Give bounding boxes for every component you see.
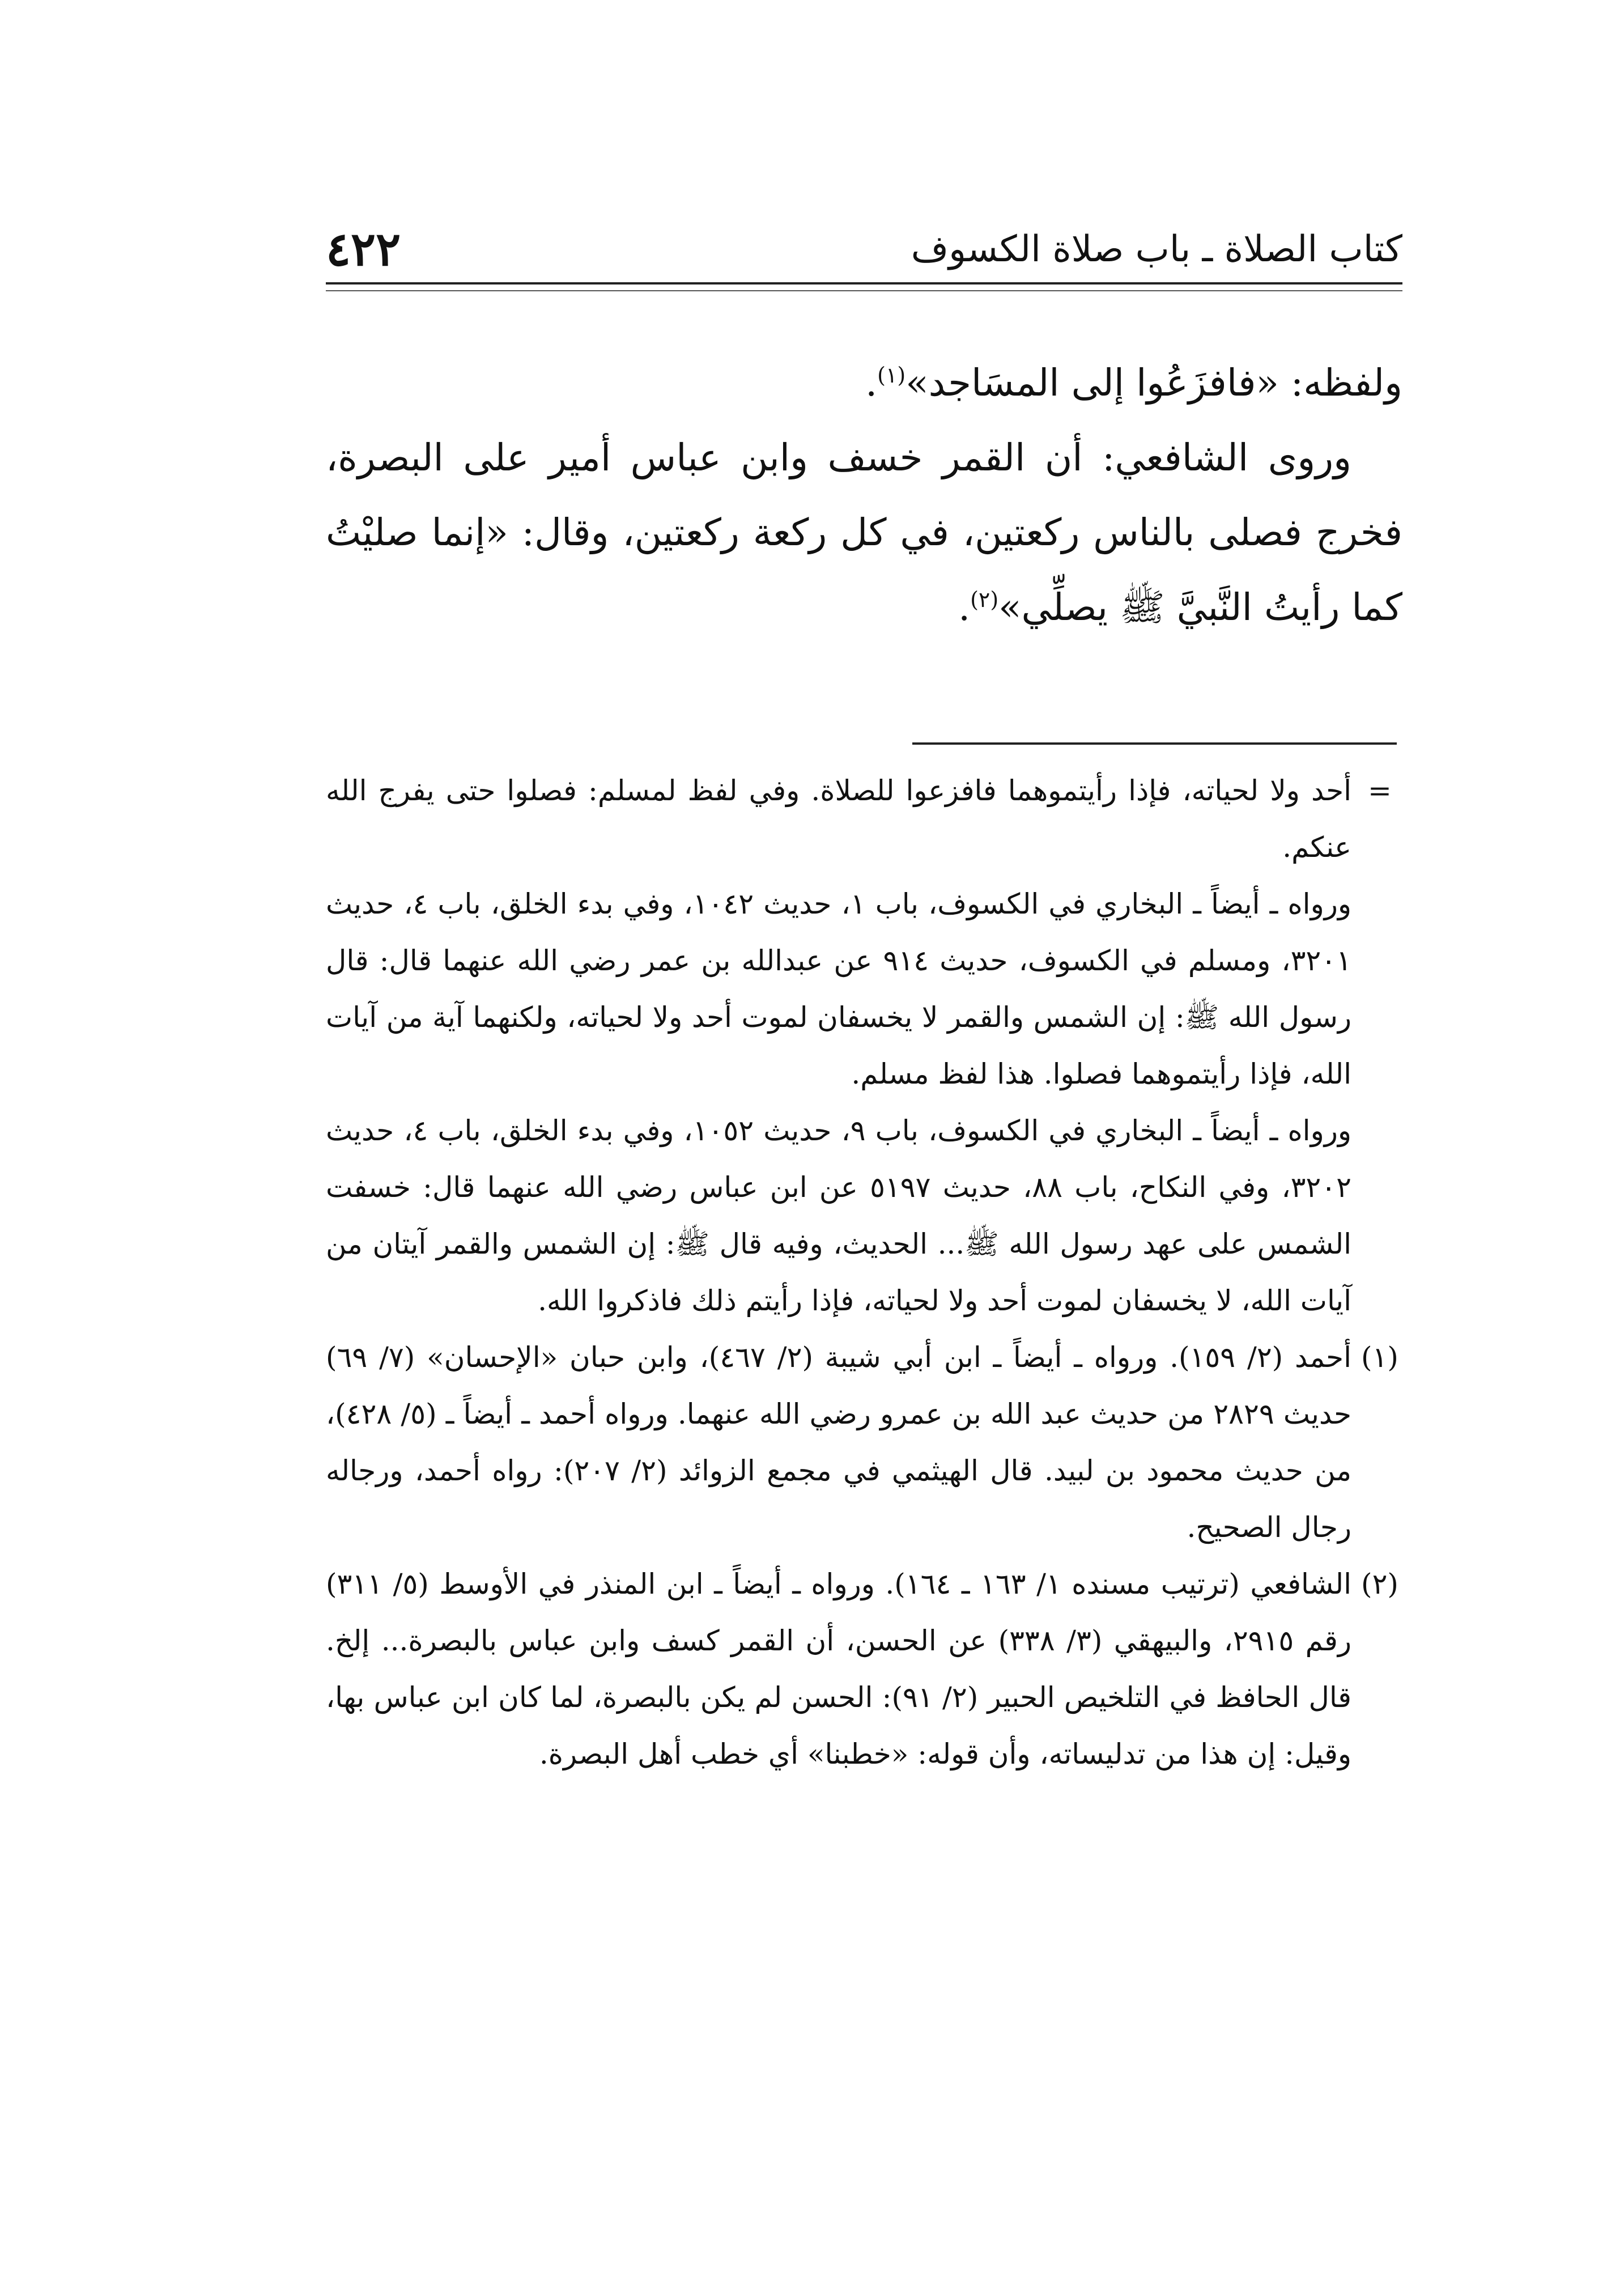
- footnote-2-text: الشافعي (ترتيب مسنده ١/ ١٦٣ ـ ١٦٤). ورواه ـ أيضاً ـ ابن المنذر في الأوسط (٥/ ٣١١) رقم ٢٩١٥، والبيهقي (٣/ ٣٣٨) عن الحسن، أن القمر كسف وابن عباس بالبصرة... إلخ. قال الحافظ في التلخيص الحبير (٢/ ٩١): الحسن لم يكن بالبصرة، لما كان ابن عباس بها، وقيل: إن هذا من تدليساته، وأن قوله: «خطبنا» أي خطب أهل البصرة.: [326, 1568, 1352, 1770]
- footnotes: [326, 762, 1402, 1782]
- main-text: [326, 346, 1402, 645]
- header-rule: [326, 282, 1402, 291]
- main-paragraph-1: [326, 346, 1402, 421]
- footnote-2-marker: (٢): [1361, 1568, 1398, 1600]
- main-paragraph-1-end: .: [865, 361, 878, 405]
- footnote-1-text: أحمد (٢/ ١٥٩). ورواه ـ أيضاً ـ ابن أبي شيبة (٢/ ٤٦٧)، وابن حبان «الإحسان» (٧/ ٦٩) حديث ٢٨٢٩ من حديث عبد الله بن عمرو رضي الله عنهما. ورواه أحمد ـ أيضاً ـ (٥/ ٤٢٨)، من حديث محمود بن لبيد. قال الهيثمي في مجمع الزوائد (٢/ ٢٠٧): رواه أحمد، ورجاله رجال الصحيح.: [326, 1341, 1352, 1544]
- footnote-separator: [912, 742, 1397, 745]
- main-paragraph-2-text: وروى الشافعي: أن القمر خسف وابن عباس أمير على البصرة، فخرج فصلى بالناس ركعتين، في كل ركعة ركعتين، وقال: «إنما صليْتُ كما رأيتُ النَّبيَّ ﷺ يصلِّي»: [326, 436, 1402, 629]
- page-number: ٤٢٢: [326, 222, 401, 277]
- main-paragraph-2-end: .: [958, 585, 971, 629]
- footnote-1: [326, 1329, 1402, 1556]
- footnote-continuation-paragraph: ورواه ـ أيضاً ـ البخاري في الكسوف، باب ١، حديث ١٠٤٢، وفي بدء الخلق، باب ٤، حديث ٣٢٠١، ومسلم في الكسوف، حديث ٩١٤ عن عبدالله بن عمر رضي الله عنهما قال: قال رسول الله ﷺ: إن الشمس والقمر لا يخسفان لموت أحد ولا لحياته، ولكنهما آية من آيات الله، فإذا رأيتموهما فصلوا. هذا لفظ مسلم.: [326, 888, 1352, 1090]
- footnote-1-marker: (١): [1361, 1341, 1398, 1374]
- main-paragraph-1-text: ولفظه: «فافزَعُوا إلى المسَاجد»: [905, 361, 1402, 405]
- footnote-ref-1[interactable]: (١): [877, 363, 906, 388]
- footnote-continuation: [326, 762, 1402, 1329]
- main-paragraph-2: [326, 421, 1402, 645]
- footnote-ref-2[interactable]: (٢): [970, 587, 999, 612]
- footnote-continuation-paragraph: ورواه ـ أيضاً ـ البخاري في الكسوف، باب ٩، حديث ١٠٥٢، وفي بدء الخلق، باب ٤، حديث ٣٢٠٢، وفي النكاح، باب ٨٨، حديث ٥١٩٧ عن ابن عباس رضي الله عنهما قال: خسفت الشمس على عهد رسول الله ﷺ... الحديث، وفيه قال ﷺ: إن الشمس والقمر آيتان من آيات الله، لا يخسفان لموت أحد ولا لحياته، فإذا رأيتم ذلك فاذكروا الله.: [326, 1114, 1352, 1317]
- running-header: [326, 218, 1402, 281]
- footnote-2: [326, 1556, 1402, 1782]
- footnote-continuation-paragraph: أحد ولا لحياته، فإذا رأيتموهما فافزعوا للصلاة. وفي لفظ لمسلم: فصلوا حتى يفرج الله عنكم.: [326, 774, 1351, 864]
- header-title: كتاب الصلاة ـ باب صلاة الكسوف: [911, 228, 1402, 270]
- continuation-marker: =: [1368, 774, 1392, 807]
